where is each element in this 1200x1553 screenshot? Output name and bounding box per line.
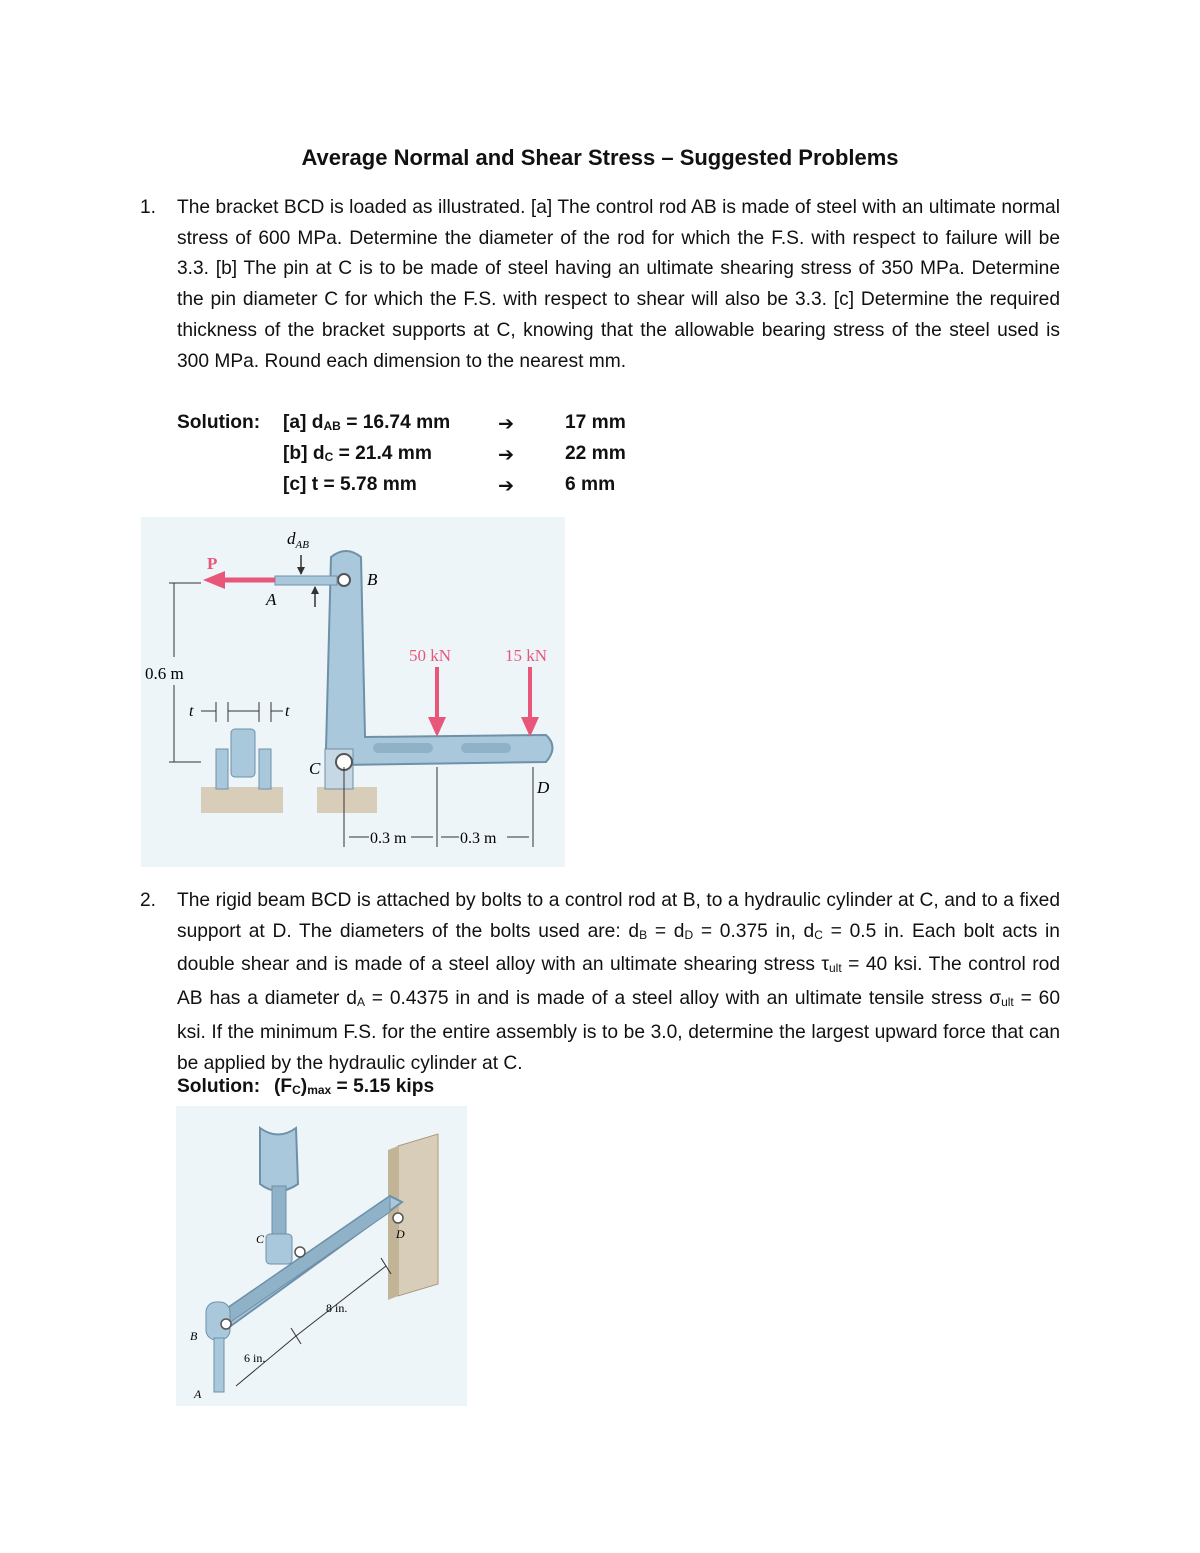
problem-1 <box>140 193 1060 377</box>
ground-left <box>201 787 283 813</box>
solution-c-rounded: 6 mm <box>565 474 616 495</box>
solution-label: Solution: <box>177 412 261 433</box>
label-dab: $d_{AB}$ <box>287 529 309 551</box>
label-c: C <box>309 759 321 778</box>
figure-rigid-beam <box>176 1106 467 1406</box>
label-a: A <box>266 590 277 609</box>
page-title: Average Normal and Shear Stress – Suggested Problems <box>301 145 899 170</box>
label-t-left: t <box>189 703 194 720</box>
solution-b: [b] $d_C = 21.4$ mm <box>283 443 432 464</box>
control-rod-ab <box>275 576 337 585</box>
solution-b-rounded: 22 mm <box>565 443 626 464</box>
label-d: D <box>537 778 550 797</box>
label-b: B <box>190 1329 198 1343</box>
arrow-icon: ➔ <box>498 476 515 497</box>
control-rod-a <box>214 1338 224 1392</box>
label-p: P <box>207 554 218 573</box>
pin-b <box>338 574 350 586</box>
problem-number: 1. <box>140 197 157 218</box>
solution-a: [a] $d_{AB} = 16.74$ mm <box>283 412 451 433</box>
problem-text: The rigid beam BCD is attached by bolts to a control rod at B, to a hydraulic cylinder at C, and to a fixed support at D. The diameters of the bolts used are: $d_B = d_D = 0.375$ in, $d_C = 0.5$ in. Each bolt acts in double shear and is made of a steel alloy with an ultimate shearing stress $\tau_{ult} = 40$ ksi. The control rod AB has a diameter $d_A = 0.4375$ in and is made of a steel alloy with an ultimate tensile stress $\sigma_{ult} = 60$ ksi. If the minimum F.S. for the entire assembly is to be 3.0, determine the largest upward force that can be applied by the hydraulic cylinder at C. <box>177 890 1060 1074</box>
label-dim-8in: 8 in. <box>326 1301 348 1315</box>
solution-c: [c] t = 5.78 mm <box>283 474 417 495</box>
bolt-b <box>221 1319 231 1329</box>
figure-bracket <box>141 517 565 867</box>
label-b: B <box>367 570 378 589</box>
arrow-icon: ➔ <box>498 414 515 435</box>
label-load-15: 15 kN <box>505 646 548 665</box>
bolt-c <box>295 1247 305 1257</box>
solution-value: $(F_C)_{max} = 5.15$ kips <box>274 1076 435 1097</box>
problem-2 <box>140 886 1060 1079</box>
arrow-icon: ➔ <box>498 445 515 466</box>
label-c: C <box>256 1232 265 1246</box>
label-dim-1: 0.3 m <box>370 830 407 847</box>
bolt-d <box>393 1213 403 1223</box>
label-height: 0.6 m <box>145 664 184 683</box>
label-t-right: t <box>285 703 290 720</box>
label-dim-2: 0.3 m <box>460 830 497 847</box>
label-d: D <box>396 1227 405 1241</box>
label-dim-6in: 6 in. <box>244 1351 266 1365</box>
solution-label: Solution: <box>177 1076 261 1097</box>
problem-number: 2. <box>140 890 157 911</box>
ground-right <box>317 787 377 813</box>
solution-a-rounded: 17 mm <box>565 412 626 433</box>
hydraulic-cylinder <box>260 1128 298 1191</box>
label-a: A <box>194 1387 202 1401</box>
problem-text: The bracket BCD is loaded as illustrated. [a] The control rod AB is made of steel with an ultimate normal stress of 600 MPa. Determine the diameter of the rod for which the F.S. with respect to failure will be 3.3. [b] The pin at C is to be made of steel having an ultimate shearing stress of 350 MPa. Determine the pin diameter C for which the F.S. with respect to shear will also be 3.3. [c] Determine the required thickness of the bracket supports at C, knowing that the allowable bearing stress of the steel used is 300 MPa. Round each dimension to the nearest mm. <box>177 197 1060 372</box>
label-load-50: 50 kN <box>409 646 452 665</box>
